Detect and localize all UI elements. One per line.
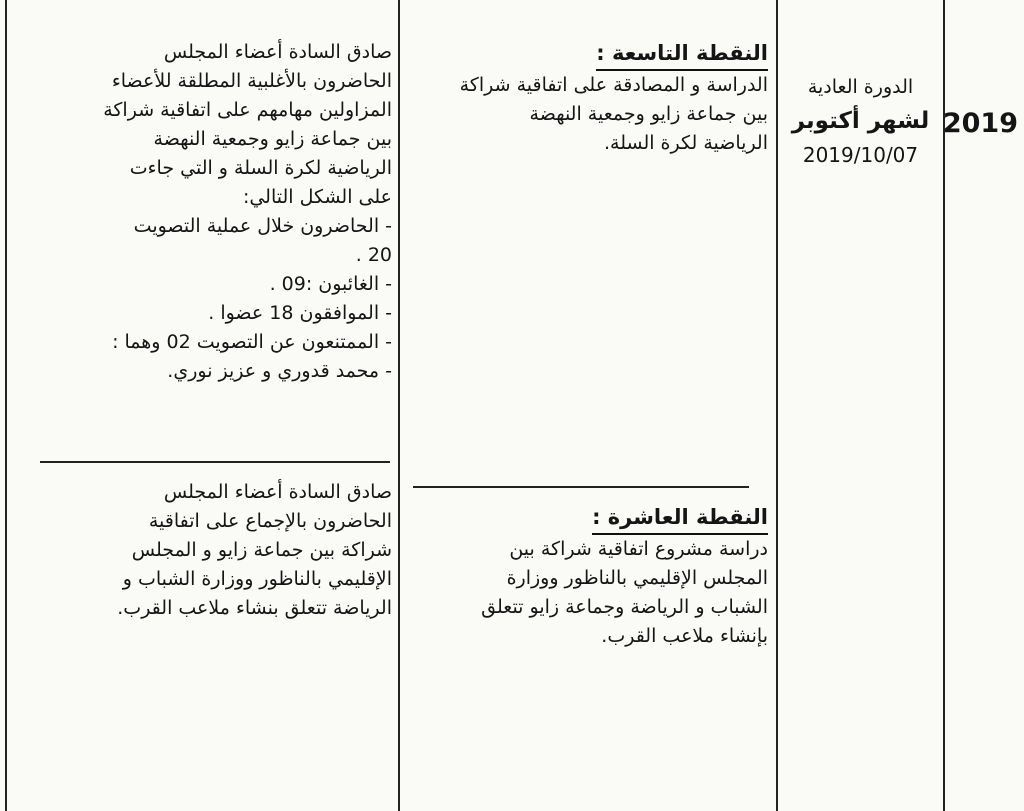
column-border <box>398 0 400 811</box>
session-type: الدورة العادية <box>807 76 914 98</box>
text-line: الحاضرون بالأغلبية المطلقة للأعضاء <box>111 70 392 92</box>
agenda-point-10 <box>410 502 768 651</box>
year-cell: 2019 <box>942 108 1018 139</box>
decision-9 <box>40 38 392 386</box>
column-border <box>5 0 7 811</box>
point-title: النقطة العاشرة : <box>592 502 768 535</box>
text-line: الشباب و الرياضة وجماعة زايو تتعلق <box>481 596 768 618</box>
text-line: 20 . <box>355 244 392 266</box>
text-line: بين جماعة زايو وجمعية النهضة <box>529 103 768 125</box>
text-line: المجلس الإقليمي بالناظور ووزارة <box>506 567 768 589</box>
text-line: بإنشاء ملاعب القرب. <box>601 625 768 647</box>
text-line: دراسة مشروع اتفاقية شراكة بين <box>509 538 768 560</box>
column-border <box>776 0 778 811</box>
point-title: النقطة التاسعة : <box>596 38 768 71</box>
decision-divider <box>40 461 390 463</box>
text-line: - الحاضرون خلال عملية التصويت <box>133 215 392 237</box>
text-line: الرياضية لكرة السلة و التي جاءت <box>129 157 392 179</box>
text-line: - الموافقون 18 عضوا . <box>208 302 392 324</box>
point-divider <box>413 486 749 488</box>
text-line: على الشكل التالي: <box>242 186 392 208</box>
text-line: الرياضة تتعلق بنشاء ملاعب القرب. <box>117 597 392 619</box>
text-line: - الغائبون :09 . <box>269 273 392 295</box>
agenda-point-9 <box>410 38 768 158</box>
text-line: الرياضية لكرة السلة. <box>603 132 768 154</box>
text-line: صادق السادة أعضاء المجلس <box>163 481 392 503</box>
text-line: شراكة بين جماعة زايو و المجلس <box>131 539 392 561</box>
point-description <box>410 71 768 158</box>
text-line: - محمد قدوري و عزيز نوري. <box>167 360 392 382</box>
session-cell <box>783 72 938 170</box>
text-line: بين جماعة زايو وجمعية النهضة <box>153 128 392 150</box>
point-description <box>410 535 768 651</box>
decision-10 <box>40 478 392 623</box>
text-line: - الممتنعون عن التصويت 02 وهما : <box>112 331 392 353</box>
text-line: الإقليمي بالناظور ووزارة الشباب و <box>122 568 392 590</box>
text-line: صادق السادة أعضاء المجلس <box>163 41 392 63</box>
text-line: الحاضرون بالإجماع على اتفاقية <box>148 510 392 532</box>
session-month: لشهر أكتوبر <box>791 108 930 134</box>
session-date: 2019/10/07 <box>802 143 919 167</box>
text-line: الدراسة و المصادقة على اتفاقية شراكة <box>459 74 768 96</box>
text-line: المزاولين مهامهم على اتفاقية شراكة <box>103 99 392 121</box>
